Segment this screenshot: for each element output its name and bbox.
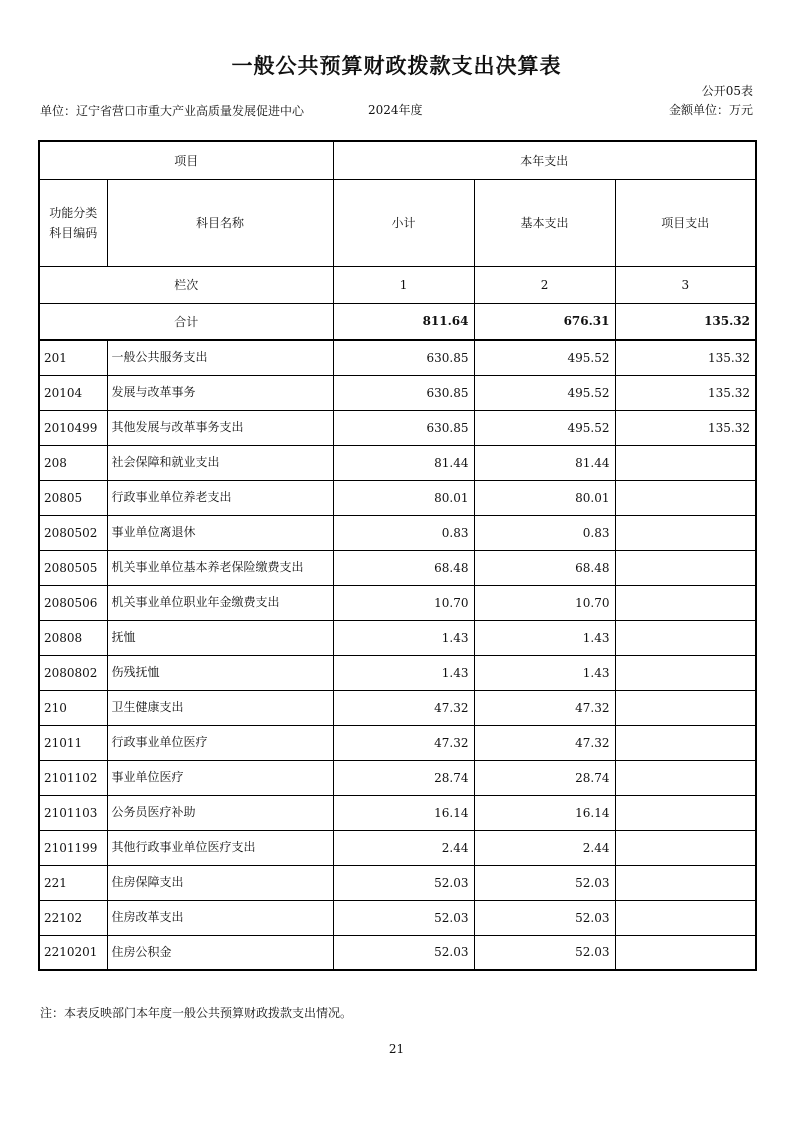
row-subtotal: 2.44 (333, 830, 474, 865)
row-code: 2101103 (39, 795, 107, 830)
header-code: 功能分类科目编码 (39, 179, 107, 266)
row-project (615, 445, 756, 480)
row-project (615, 935, 756, 970)
row-code: 22102 (39, 900, 107, 935)
row-basic: 80.01 (474, 480, 615, 515)
table-row (39, 865, 756, 900)
row-basic: 2.44 (474, 830, 615, 865)
row-subject-name: 事业单位医疗 (107, 760, 333, 795)
row-subtotal: 0.83 (333, 515, 474, 550)
row-project (615, 655, 756, 690)
row-subtotal: 81.44 (333, 445, 474, 480)
row-subject-name: 社会保障和就业支出 (107, 445, 333, 480)
column-2: 2 (474, 266, 615, 303)
row-project (615, 690, 756, 725)
row-subtotal: 630.85 (333, 340, 474, 375)
table-row (39, 795, 756, 830)
table-row (39, 480, 756, 515)
header-current-year: 本年支出 (333, 141, 756, 179)
row-subject-name: 机关事业单位基本养老保险缴费支出 (107, 550, 333, 585)
total-row (39, 303, 756, 340)
row-code: 2080502 (39, 515, 107, 550)
row-subtotal: 1.43 (333, 655, 474, 690)
row-subtotal: 10.70 (333, 585, 474, 620)
row-subtotal: 28.74 (333, 760, 474, 795)
row-code: 2101199 (39, 830, 107, 865)
column-3: 3 (615, 266, 756, 303)
row-subject-name: 住房公积金 (107, 935, 333, 970)
row-project: 135.32 (615, 340, 756, 375)
row-project (615, 515, 756, 550)
table-row (39, 620, 756, 655)
footnote: 注：本表反映部门本年度一般公共预算财政拨款支出情况。 (40, 1006, 353, 1020)
row-basic: 1.43 (474, 655, 615, 690)
row-subject-name: 一般公共服务支出 (107, 340, 333, 375)
row-subtotal: 52.03 (333, 900, 474, 935)
row-subtotal: 68.48 (333, 550, 474, 585)
table-row (39, 690, 756, 725)
row-basic: 1.43 (474, 620, 615, 655)
row-subject-name: 伤残抚恤 (107, 655, 333, 690)
row-subtotal: 16.14 (333, 795, 474, 830)
row-subject-name: 行政事业单位养老支出 (107, 480, 333, 515)
table-row (39, 515, 756, 550)
row-subtotal: 47.32 (333, 725, 474, 760)
row-subject-name: 机关事业单位职业年金缴费支出 (107, 585, 333, 620)
row-code: 2210201 (39, 935, 107, 970)
form-number: 公开05表 (701, 84, 753, 98)
column-1: 1 (333, 266, 474, 303)
header-row-2 (39, 179, 756, 266)
row-basic: 10.70 (474, 585, 615, 620)
row-subtotal: 52.03 (333, 935, 474, 970)
total-project: 135.32 (615, 303, 756, 340)
row-subject-name: 行政事业单位医疗 (107, 725, 333, 760)
row-code: 2080505 (39, 550, 107, 585)
row-basic: 16.14 (474, 795, 615, 830)
row-subject-name: 其他行政事业单位医疗支出 (107, 830, 333, 865)
row-project: 135.32 (615, 375, 756, 410)
table-row (39, 445, 756, 480)
table-row (39, 410, 756, 445)
row-subject-name: 住房改革支出 (107, 900, 333, 935)
total-basic: 676.31 (474, 303, 615, 340)
row-code: 21011 (39, 725, 107, 760)
row-project (615, 830, 756, 865)
row-subtotal: 80.01 (333, 480, 474, 515)
table-row (39, 900, 756, 935)
table-row (39, 725, 756, 760)
total-subtotal: 811.64 (333, 303, 474, 340)
row-basic: 495.52 (474, 340, 615, 375)
row-project: 135.32 (615, 410, 756, 445)
row-code: 2101102 (39, 760, 107, 795)
total-label: 合计 (39, 303, 333, 340)
row-project (615, 865, 756, 900)
row-project (615, 725, 756, 760)
row-code: 210 (39, 690, 107, 725)
row-basic: 47.32 (474, 690, 615, 725)
header-project: 项目 (39, 141, 333, 179)
row-code: 20805 (39, 480, 107, 515)
row-project (615, 760, 756, 795)
row-code: 2080506 (39, 585, 107, 620)
table-row (39, 830, 756, 865)
table-row (39, 760, 756, 795)
table-row (39, 935, 756, 970)
header-subtotal: 小计 (333, 179, 474, 266)
row-basic: 28.74 (474, 760, 615, 795)
row-code: 2010499 (39, 410, 107, 445)
row-subject-name: 事业单位离退休 (107, 515, 333, 550)
row-basic: 52.03 (474, 865, 615, 900)
row-project (615, 795, 756, 830)
row-code: 208 (39, 445, 107, 480)
table-row (39, 375, 756, 410)
table-row (39, 655, 756, 690)
row-project (615, 480, 756, 515)
row-subtotal: 630.85 (333, 410, 474, 445)
row-project (615, 585, 756, 620)
table-row (39, 550, 756, 585)
row-code: 201 (39, 340, 107, 375)
header-basic: 基本支出 (474, 179, 615, 266)
row-basic: 52.03 (474, 900, 615, 935)
row-subject-name: 其他发展与改革事务支出 (107, 410, 333, 445)
row-code: 20808 (39, 620, 107, 655)
row-code: 221 (39, 865, 107, 900)
row-subtotal: 630.85 (333, 375, 474, 410)
row-basic: 68.48 (474, 550, 615, 585)
row-basic: 0.83 (474, 515, 615, 550)
page-title: 一般公共预算财政拨款支出决算表 (231, 54, 562, 78)
column-label: 栏次 (39, 266, 333, 303)
row-basic: 81.44 (474, 445, 615, 480)
row-basic: 495.52 (474, 410, 615, 445)
unit-label: 单位：辽宁省营口市重大产业高质量发展促进中心 (40, 104, 305, 118)
row-project (615, 620, 756, 655)
money-unit-label: 金额单位：万元 (668, 103, 753, 117)
row-basic: 495.52 (474, 375, 615, 410)
row-basic: 47.32 (474, 725, 615, 760)
row-project (615, 900, 756, 935)
row-subject-name: 抚恤 (107, 620, 333, 655)
row-code: 2080802 (39, 655, 107, 690)
header-subject-name: 科目名称 (107, 179, 333, 266)
table-row (39, 585, 756, 620)
row-subject-name: 住房保障支出 (107, 865, 333, 900)
page-number: 21 (388, 1042, 405, 1056)
table-row (39, 340, 756, 375)
row-subject-name: 发展与改革事务 (107, 375, 333, 410)
fiscal-year: 2024年度 (368, 103, 423, 117)
row-code: 20104 (39, 375, 107, 410)
row-subtotal: 1.43 (333, 620, 474, 655)
row-subject-name: 卫生健康支出 (107, 690, 333, 725)
row-subtotal: 52.03 (333, 865, 474, 900)
expenditure-table (38, 140, 757, 971)
header-project-exp: 项目支出 (615, 179, 756, 266)
row-subject-name: 公务员医疗补助 (107, 795, 333, 830)
row-project (615, 550, 756, 585)
row-subtotal: 47.32 (333, 690, 474, 725)
column-number-row (39, 266, 756, 303)
row-basic: 52.03 (474, 935, 615, 970)
header-row-1 (39, 141, 756, 179)
